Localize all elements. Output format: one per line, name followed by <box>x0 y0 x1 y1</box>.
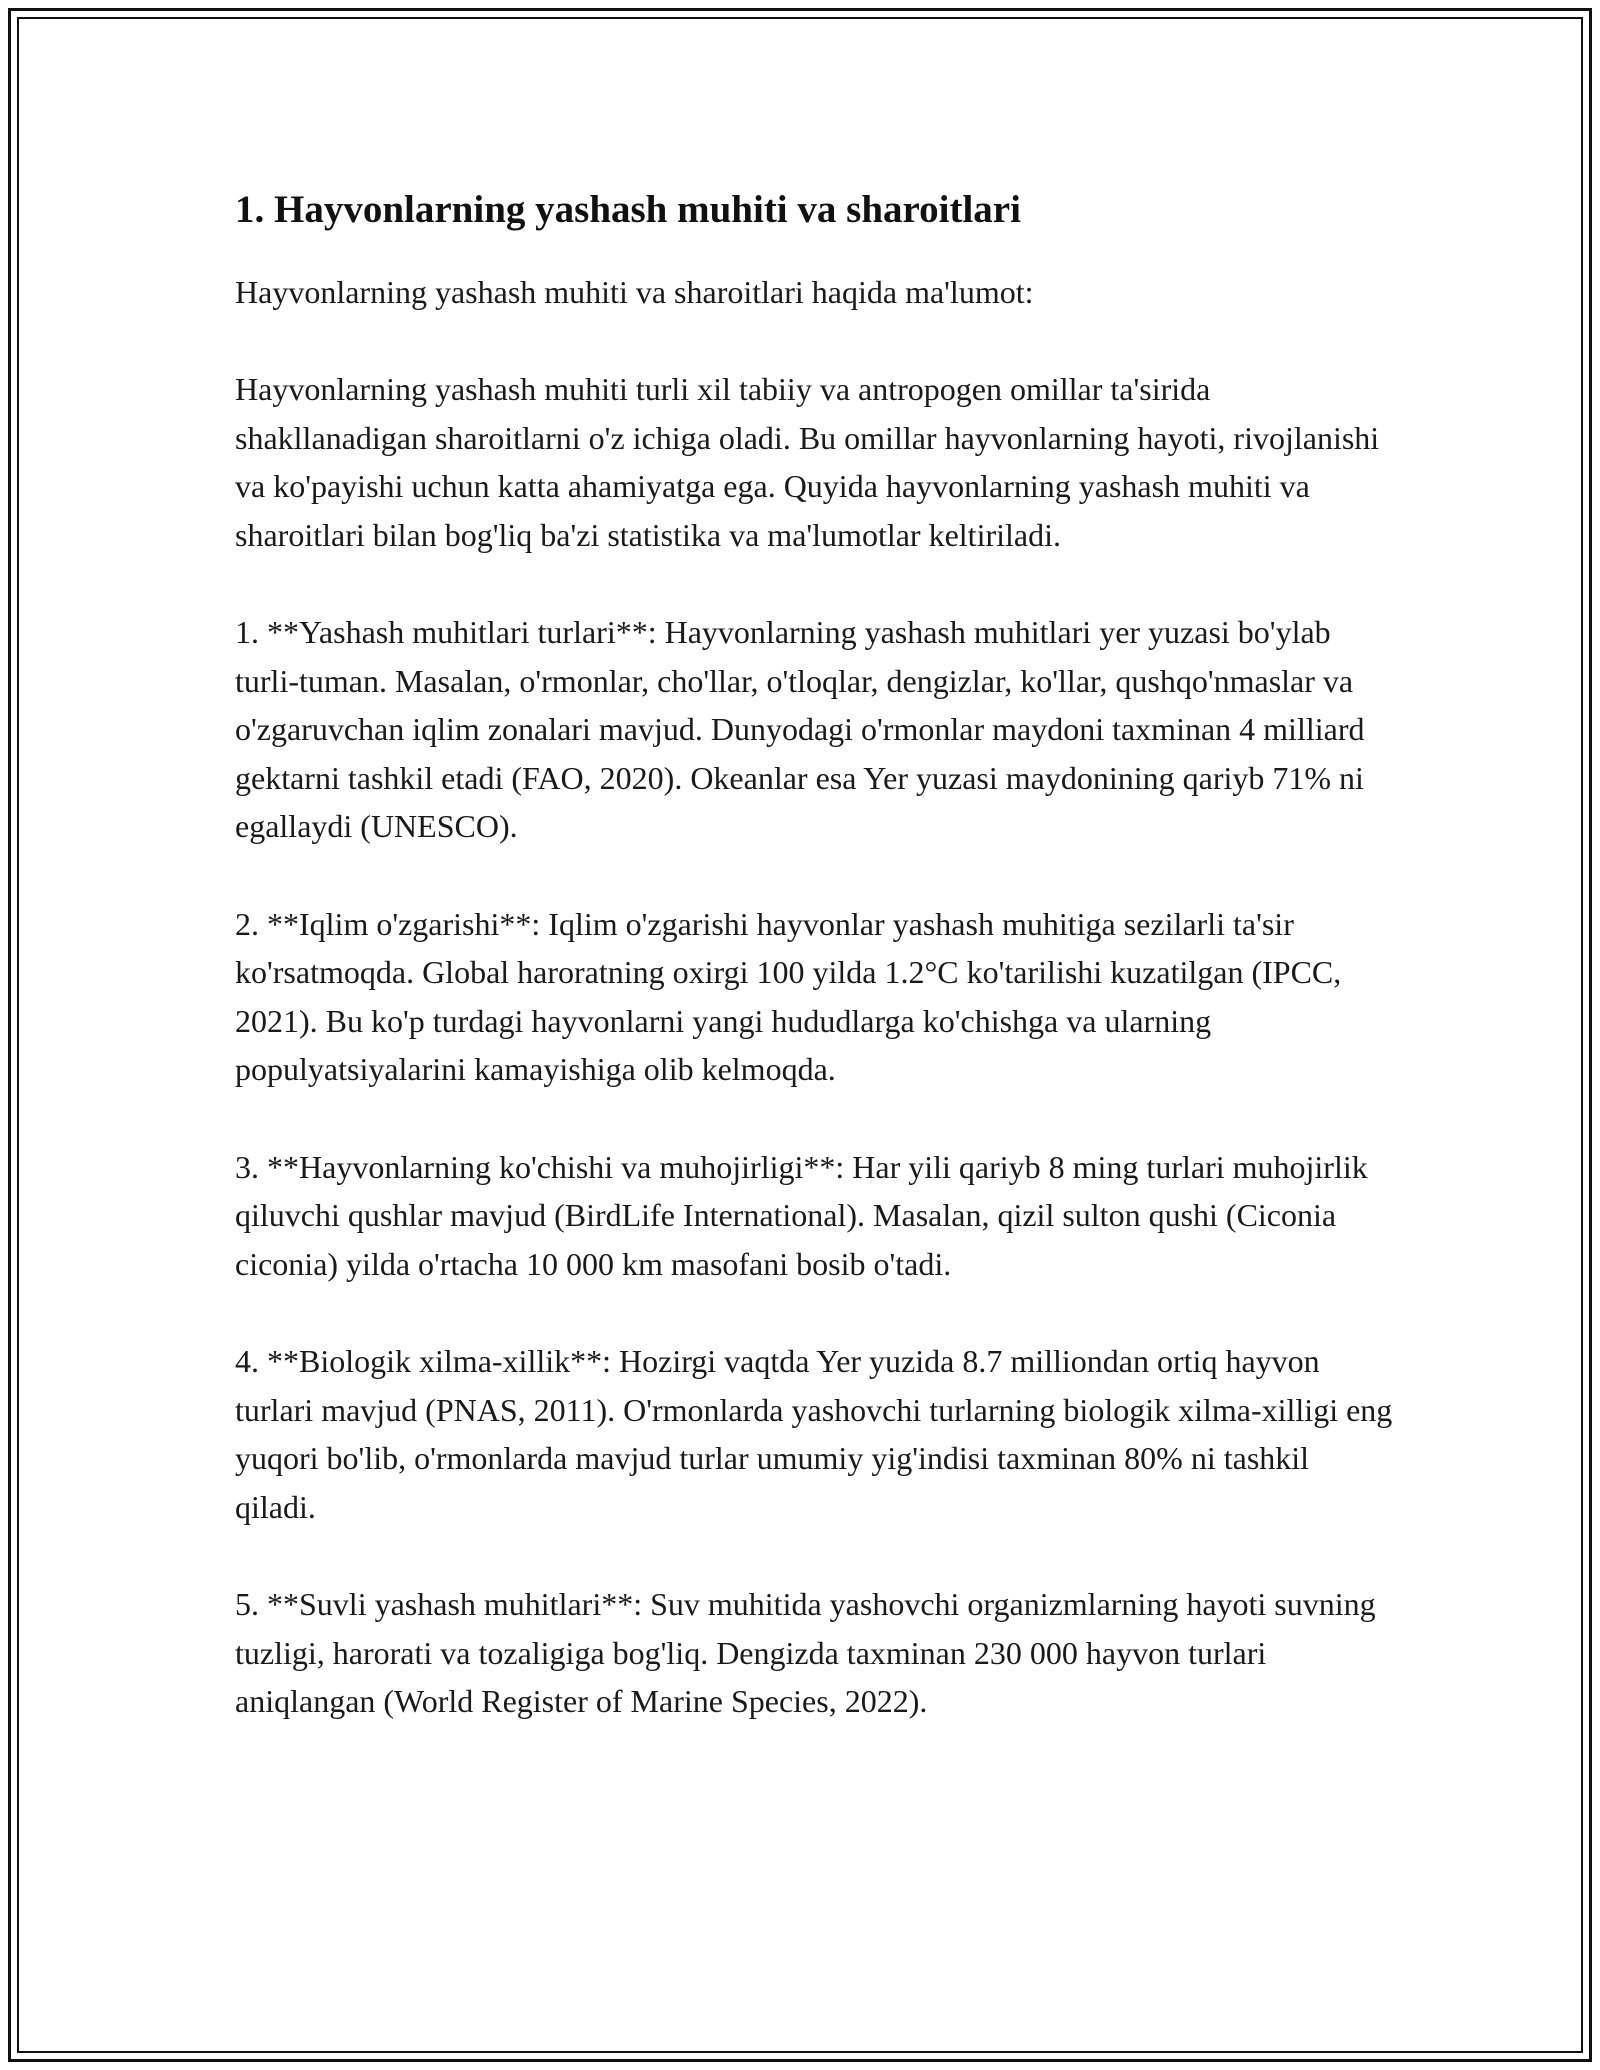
point-habitat-types: 1. **Yashash muhitlari turlari**: Hayvonlarning yashash muhitlari yer yuzasi bo'ylab turli-tuman. Masalan, o'rmonlar, cho'llar, o'tloqlar, dengizlar, ko'llar, qushqo'nmaslar va o'zgaruvchan iqlim zonalari mavjud. Dunyodagi o'rmonlar maydoni taxminan 4 milliard gektarni tashkil etadi (FAO, 2020). Okeanlar esa Yer yuzasi maydonining qariyb 71% ni egallaydi (UNESCO). <box>235 614 1365 845</box>
point-migration: 3. **Hayvonlarning ko'chishi va muhojirligi**: Har yili qariyb 8 ming turlari muhojirlik qiluvchi qushlar mavjud (BirdLife International). Masalan, qizil sulton qushi (Ciconia ciconia) yilda o'rtacha 10 000 km masofani bosib o'tadi. <box>235 1148 1368 1282</box>
point-climate-change: 2. **Iqlim o'zgarishi**: Iqlim o'zgarishi hayvonlar yashash muhitiga sezilarli ta'sir ko'rsatmoqda. Global haroratning oxirgi 100 yilda 1.2°C ko'tarilishi kuzatilgan (IPCC, 2021). Bu ko'p turdagi hayvonlarni yangi hududlarga ko'chishga va ularning populyatsiyalarini kamayishiga olib kelmoqda. <box>235 905 1342 1088</box>
point-biodiversity: 4. **Biologik xilma-xillik**: Hozirgi vaqtda Yer yuzida 8.7 milliondan ortiq hayvon turlari mavjud (PNAS, 2011). O'rmonlarda yashovchi turlarning biologik xilma-xilligi eng yuqori bo'lib, o'rmonlarda mavjud turlar umumiy yig'indisi taxminan 80% ni tashkil qiladi. <box>235 1343 1393 1525</box>
intro-paragraph: Hayvonlarning yashash muhiti turli xil tabiiy va antropogen omillar ta'sirida shakllanadigan sharoitlarni o'z ichiga oladi. Bu omillar hayvonlarning hayoti, rivojlanishi va ko'payishi uchun katta ahamiyatga ega. Quyida hayvonlarning yashash muhiti va sharoitlari bilan bog'liq ba'zi statistika va ma'lumotlar keltiriladi. <box>235 371 1380 553</box>
intro-line: Hayvonlarning yashash muhiti va sharoitlari haqida ma'lumot: <box>235 273 1034 310</box>
document-title: 1. Hayvonlarning yashash muhiti va sharoitlari <box>235 188 1021 231</box>
point-aquatic-habitats: 5. **Suvli yashash muhitlari**: Suv muhitida yashovchi organizmlarning hayoti suvning tuzligi, harorati va tozaligiga bog'liq. Dengizda taxminan 230 000 hayvon turlari aniqlangan (World Register of Marine Species, 2022). <box>235 1586 1376 1720</box>
document-body <box>235 185 1395 1775</box>
